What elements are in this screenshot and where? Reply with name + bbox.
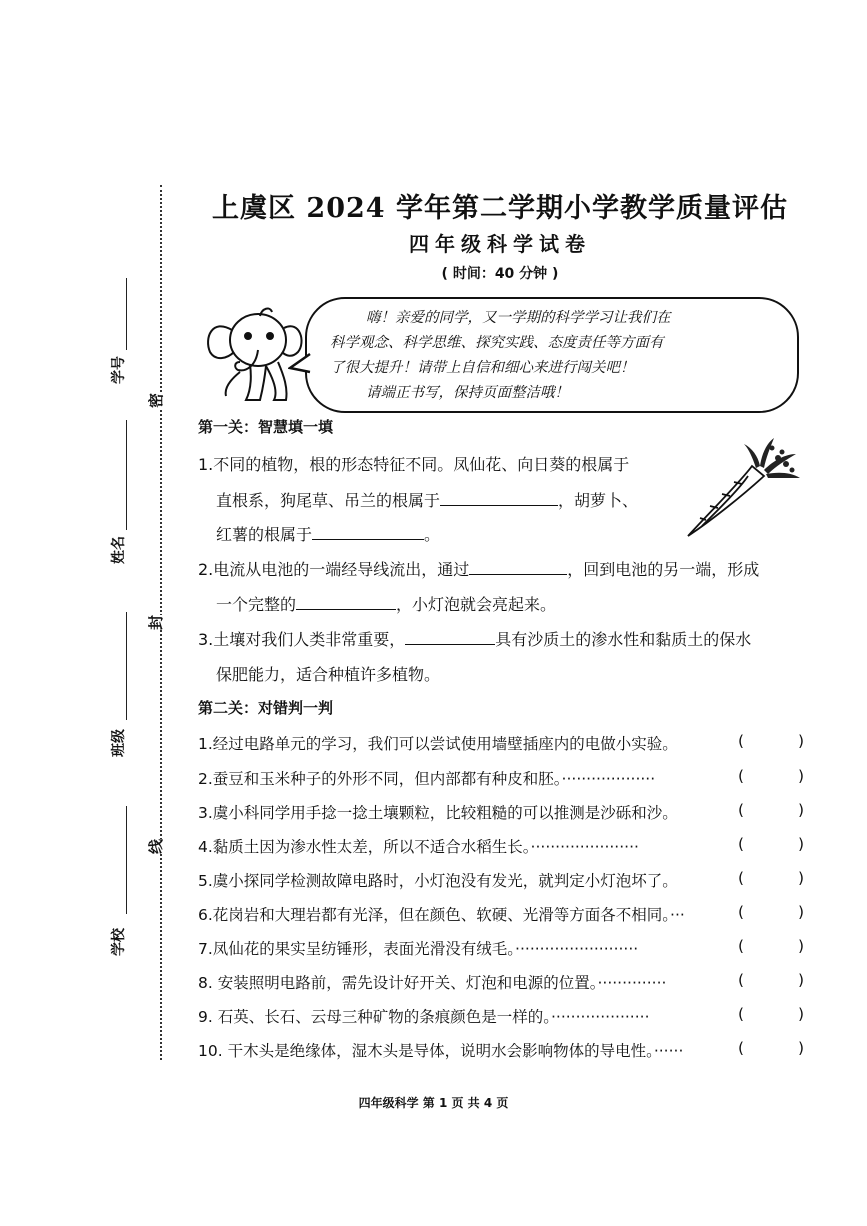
q1-blank-2[interactable] xyxy=(312,523,424,540)
tf-item-9 xyxy=(198,1005,813,1027)
margin-label-school: 学校 xyxy=(111,928,127,956)
tf-item-8-text: 8. 安装照明电路前，需先设计好开关、灯泡和电源的位置。·············· xyxy=(198,974,667,992)
tf-item-10 xyxy=(198,1039,813,1061)
carrot-icon xyxy=(682,436,804,540)
q1-line2 xyxy=(216,488,638,511)
class-line xyxy=(126,612,127,720)
intro-line-1: 嗨！亲爱的同学，又一学期的科学学习让我们在 xyxy=(366,310,671,326)
tf-item-1-paren-left[interactable]: ( xyxy=(738,732,745,750)
section2-title: 第二关：对错判一判 xyxy=(198,699,334,717)
q3-line1-text-a: 3.土壤对我们人类非常重要， xyxy=(198,630,406,649)
intro-text xyxy=(330,306,780,406)
tf-item-10-paren-right: ) xyxy=(798,1039,805,1057)
q1-line2-text-b: ，胡萝卜、 xyxy=(558,491,639,510)
tf-item-2-paren-right: ) xyxy=(798,767,805,785)
q2-blank-1[interactable] xyxy=(469,558,567,575)
page-footer: 四年级科学 第 1 页 共 4 页 xyxy=(358,1096,509,1110)
q1-line2-text-a: 直根系，狗尾草、吊兰的根属于 xyxy=(216,491,441,510)
section1-title: 第一关：智慧填一填 xyxy=(198,418,334,436)
q1-line3 xyxy=(216,522,440,545)
tf-item-6-paren-right: ) xyxy=(798,903,805,921)
tf-item-7-paren-left[interactable]: ( xyxy=(738,937,745,955)
tf-item-6 xyxy=(198,903,813,925)
tf-item-3-paren-right: ) xyxy=(798,801,805,819)
q2-line1-text-a: 2.电流从电池的一端经导线流出，通过 xyxy=(198,560,470,579)
school-line xyxy=(126,806,127,914)
cut-char-mi: 密 xyxy=(143,393,168,408)
intro-line-4: 请端正书写，保持页面整洁哦！ xyxy=(366,385,569,401)
q3-line1 xyxy=(198,627,751,650)
tf-item-9-paren-left[interactable]: ( xyxy=(738,1005,745,1023)
q2-line2 xyxy=(216,592,556,615)
tf-item-10-text: 10. 干木头是绝缘体，湿木头是导体，说明水会影响物体的导电性。······ xyxy=(198,1042,684,1060)
tf-item-9-text: 9. 石英、长石、云母三种矿物的条痕颜色是一样的。···················· xyxy=(198,1008,650,1026)
margin-label-student-id: 学号 xyxy=(111,356,127,384)
tf-item-9-paren-right: ) xyxy=(798,1005,805,1023)
q2-line1-text-b: ，回到电池的另一端，形成 xyxy=(567,560,760,579)
tf-item-7-text: 7.凤仙花的果实呈纺锤形，表面光滑没有绒毛。························· xyxy=(198,940,639,958)
tf-item-1 xyxy=(198,732,813,754)
tf-item-4-paren-right: ) xyxy=(798,835,805,853)
tf-item-10-paren-left[interactable]: ( xyxy=(738,1039,745,1057)
tf-item-8-paren-right: ) xyxy=(798,971,805,989)
exam-time: ( 时间：40 分钟 ) xyxy=(441,266,559,282)
tf-item-1-text: 1.经过电路单元的学习，我们可以尝试使用墙壁插座内的电做小实验。 xyxy=(198,735,678,753)
q3-line2: 保肥能力，适合种植许多植物。 xyxy=(216,665,441,684)
margin-label-name: 姓名 xyxy=(111,536,127,564)
margin-label-class: 班级 xyxy=(111,729,127,757)
tf-item-3-paren-left[interactable]: ( xyxy=(738,801,745,819)
q1-blank-1[interactable] xyxy=(440,489,558,506)
tf-item-4-paren-left[interactable]: ( xyxy=(738,835,745,853)
tf-item-6-paren-left[interactable]: ( xyxy=(738,903,745,921)
cut-char-feng: 封 xyxy=(143,615,168,630)
tf-item-6-text: 6.花岗岩和大理岩都有光泽，但在颜色、软硬、光滑等方面各不相同。··· xyxy=(198,906,685,924)
tf-item-2-paren-left[interactable]: ( xyxy=(738,767,745,785)
intro-line-2: 科学观念、科学思维、探究实践、态度责任等方面有 xyxy=(330,335,664,351)
tf-item-5-paren-right: ) xyxy=(798,869,805,887)
student-id-line xyxy=(126,278,127,350)
exam-subtitle: 四年级科学试卷 xyxy=(409,232,591,256)
q2-line1 xyxy=(198,557,759,580)
q3-line1-text-b: 具有沙质土的渗水性和黏质土的保水 xyxy=(495,630,752,649)
tf-item-5 xyxy=(198,869,813,891)
q1-line3-text-b: 。 xyxy=(424,525,441,544)
name-line xyxy=(126,420,127,530)
q1-line1: 1.不同的植物，根的形态特征不同。凤仙花、向日葵的根属于 xyxy=(198,455,630,474)
tf-item-4 xyxy=(198,835,813,857)
tf-item-4-text: 4.黏质土因为渗水性太差，所以不适合水稻生长。······················ xyxy=(198,838,639,856)
tf-item-2-text: 2.蚕豆和玉米种子的外形不同，但内部都有种皮和胚。··················· xyxy=(198,770,656,788)
tf-item-2 xyxy=(198,767,813,789)
tf-item-7 xyxy=(198,937,813,959)
q1-line3-text-a: 红薯的根属于 xyxy=(216,525,313,544)
q2-line2-text-a: 一个完整的 xyxy=(216,595,297,614)
q2-line2-text-b: ，小灯泡就会亮起来。 xyxy=(396,595,557,614)
q3-blank-1[interactable] xyxy=(405,628,495,645)
tf-item-5-paren-left[interactable]: ( xyxy=(738,869,745,887)
tf-item-8 xyxy=(198,971,813,993)
tf-item-3 xyxy=(198,801,813,823)
tf-item-8-paren-left[interactable]: ( xyxy=(738,971,745,989)
cut-char-xian: 线 xyxy=(143,839,168,854)
exam-title: 上虞区 2024 学年第二学期小学教学质量评估 xyxy=(212,193,788,224)
q2-blank-2[interactable] xyxy=(296,593,396,610)
tf-item-7-paren-right: ) xyxy=(798,937,805,955)
speech-bubble-tail-icon xyxy=(288,352,312,376)
tf-item-3-text: 3.虞小科同学用手捻一捻土壤颗粒，比较粗糙的可以推测是沙砾和沙。 xyxy=(198,804,678,822)
tf-item-1-paren-right: ) xyxy=(798,732,805,750)
intro-line-3: 了很大提升！请带上自信和细心来进行闯关吧！ xyxy=(330,360,635,376)
tf-item-5-text: 5.虞小探同学检测故障电路时，小灯泡没有发光，就判定小灯泡坏了。 xyxy=(198,872,678,890)
